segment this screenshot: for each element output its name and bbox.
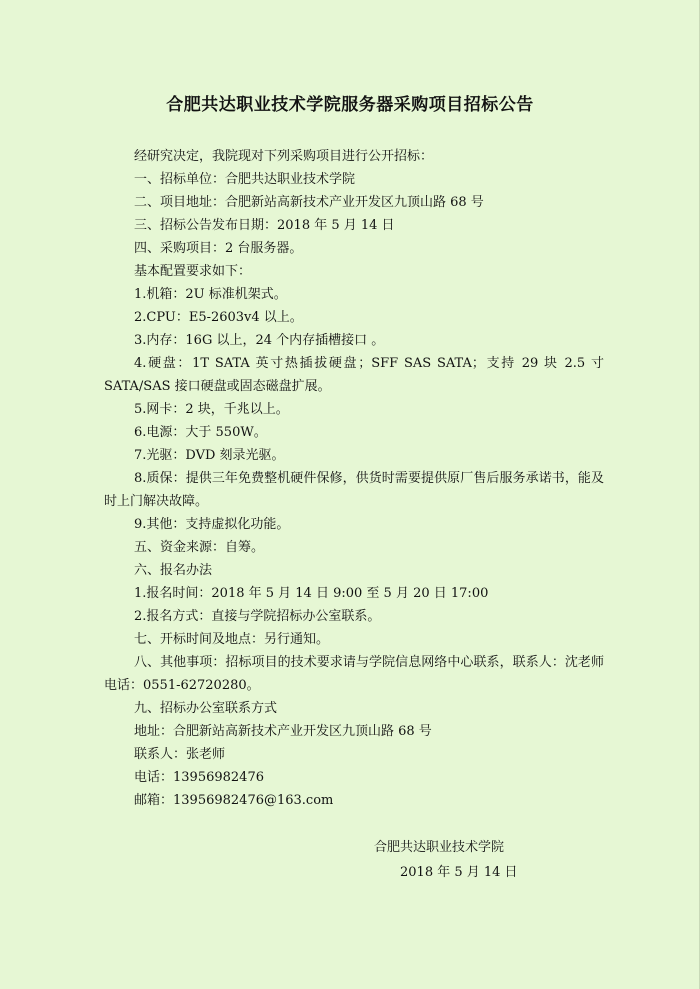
paragraph-funding: 五、资金来源：自筹。 [134, 540, 265, 555]
paragraph-config-disk: 4.硬盘：1T SATA 英寸热插拔硬盘；SFF SAS SATA；支持 29 块 2.5 寸 SATA/SAS 接口硬盘或固态磁盘扩展。 [104, 356, 604, 394]
signature-date: 2018 年 5 月 14 日 [400, 865, 518, 880]
signature-block [374, 835, 574, 885]
paragraph-address: 二、项目地址：合肥新站高新技术产业开发区九顶山路 68 号 [134, 195, 484, 210]
paragraph-config-power: 6.电源：大于 550W。 [134, 425, 267, 440]
paragraph-config-other: 9.其他：支持虚拟化功能。 [134, 517, 290, 532]
paragraph-publish-date: 三、招标公告发布日期：2018 年 5 月 14 日 [134, 218, 395, 233]
paragraph-config-heading: 基本配置要求如下： [134, 264, 252, 279]
paragraph-project: 四、采购项目：2 台服务器。 [134, 241, 303, 256]
paragraph-contact-person: 联系人：张老师 [134, 747, 226, 762]
paragraph-unit: 一、招标单位：合肥共达职业技术学院 [134, 172, 356, 187]
paragraph-registration-time: 1.报名时间：2018 年 5 月 14 日 9:00 至 5 月 20 日 17:00 [134, 586, 489, 601]
paragraph-other-matters: 八、其他事项：招标项目的技术要求请与学院信息网络中心联系，联系人：沈老师 电话：0551-62720280。 [104, 655, 604, 693]
paragraph-intro: 经研究决定，我院现对下列采购项目进行公开招标： [134, 149, 434, 164]
paragraph-contact-address: 地址：合肥新站高新技术产业开发区九顶山路 68 号 [134, 724, 432, 739]
paragraph-config-cpu: 2.CPU：E5-2603v4 以上。 [134, 310, 303, 325]
paragraph-config-optical: 7.光驱：DVD 刻录光驱。 [134, 448, 285, 463]
paragraph-config-memory: 3.内存：16G 以上，24 个内存插槽接口 。 [134, 333, 385, 348]
paragraph-config-chassis: 1.机箱：2U 标准机架式。 [134, 287, 287, 302]
document-body [104, 145, 604, 812]
paragraph-registration-method: 2.报名方式：直接与学院招标办公室联系。 [134, 609, 381, 624]
document-title: 合肥共达职业技术学院服务器采购项目招标公告 [166, 95, 534, 115]
signature-org: 合肥共达职业技术学院 [374, 840, 505, 855]
paragraph-contact-phone: 电话：13956982476 [134, 770, 264, 785]
paragraph-contact-heading: 九、招标办公室联系方式 [134, 701, 278, 716]
paragraph-registration: 六、报名办法 [134, 563, 213, 578]
paragraph-contact-email: 邮箱：13956982476@163.com [134, 793, 334, 808]
paragraph-opening: 七、开标时间及地点：另行通知。 [134, 632, 330, 647]
paragraph-config-nic: 5.网卡：2 块，千兆以上。 [134, 402, 289, 417]
paragraph-config-warranty: 8.质保：提供三年免费整机硬件保修，供货时需要提供原厂售后服务承诺书，能及时上门解决故障。 [104, 471, 604, 509]
